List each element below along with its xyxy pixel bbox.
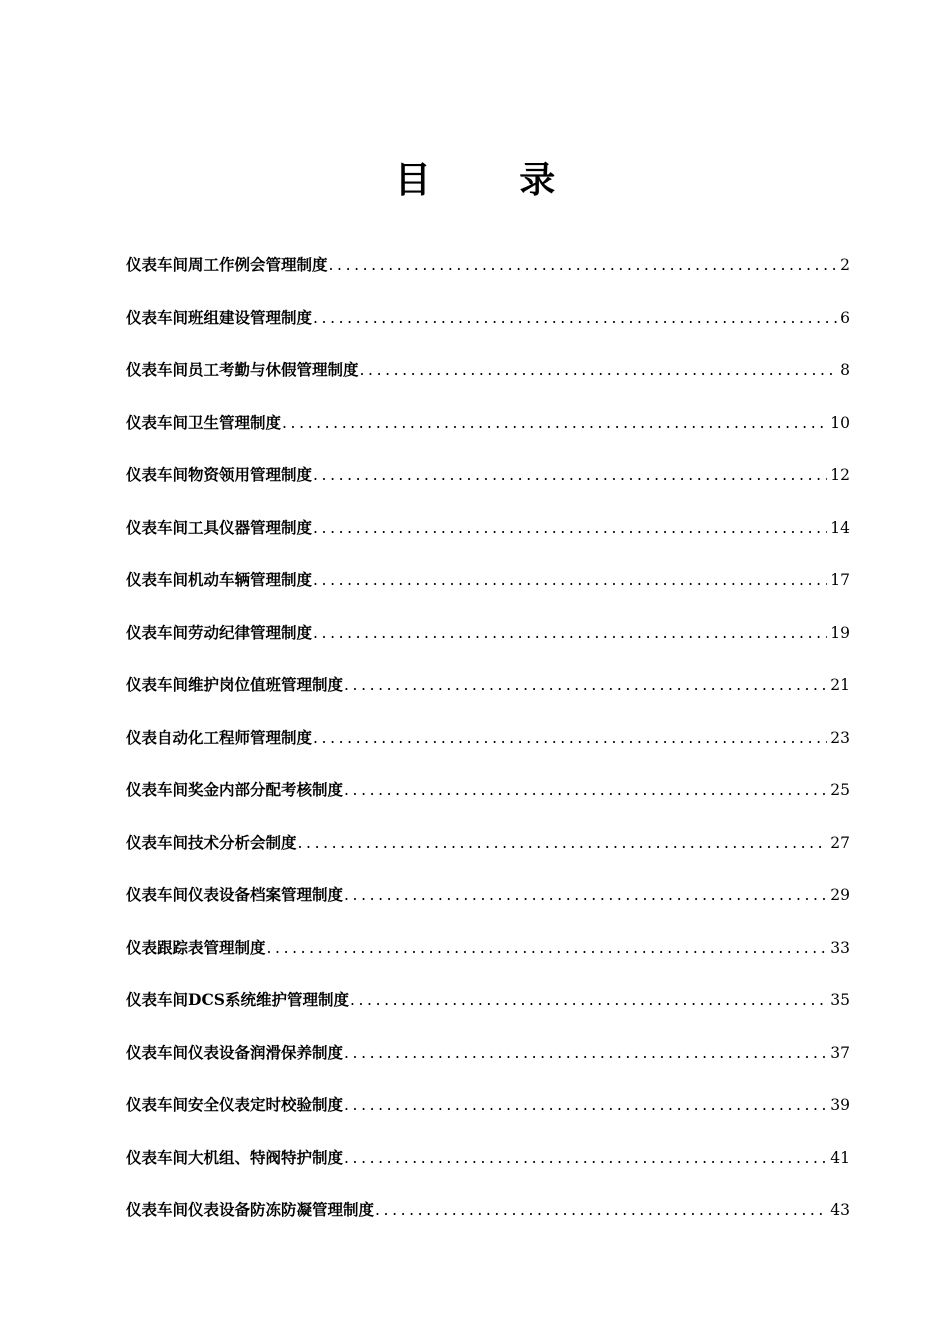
dot-leader [329,252,838,278]
toc-entry[interactable] [126,515,850,568]
toc-entry[interactable] [126,672,850,725]
dot-leader [313,462,827,488]
toc-entry-title: 仪表车间工具仪器管理制度 [126,517,313,537]
toc-entry[interactable] [126,252,850,305]
toc-entry[interactable] [126,882,850,935]
dot-leader [344,672,827,698]
toc-entry-title: 仪表车间安全仪表定时校验制度 [126,1095,344,1114]
toc-entry-page: 35 [830,991,850,1009]
toc-entry[interactable] [126,1197,850,1250]
dot-leader [313,515,827,541]
toc-heading: 目 录 [394,159,594,201]
toc-entry[interactable] [126,620,850,673]
toc-entry-page: 14 [830,518,850,537]
toc-entry-title: 仪表车间卫生管理制度 [126,412,282,432]
toc-entry-page: 10 [830,413,850,432]
toc-entry-title: 仪表跟踪表管理制度 [126,937,266,957]
dot-leader [313,620,827,646]
toc-entry-page: 23 [830,728,850,747]
toc-entry-page: 25 [830,781,850,799]
dot-leader [360,357,838,383]
dot-leader [350,987,827,1013]
toc-entry-page: 37 [830,1043,850,1062]
toc-entry-page: 43 [830,1201,850,1219]
toc-entry-page: 39 [830,1096,850,1114]
toc-entry-title: 仪表车间仪表设备档案管理制度 [126,885,344,904]
toc-entry[interactable] [126,1145,850,1198]
toc-entry-page: 2 [840,256,850,274]
dot-leader [344,1145,827,1171]
toc-entry-title: 仪表车间DCS系统维护管理制度 [126,990,349,1009]
toc-entry-page: 29 [830,886,850,904]
toc-entry-title: 仪表车间班组建设管理制度 [126,307,313,327]
dot-leader [298,830,828,856]
toc-entry-title: 仪表车间物资领用管理制度 [126,465,313,484]
toc-entry[interactable] [126,1092,850,1145]
toc-entry-title: 仪表车间员工考勤与休假管理制度 [126,360,359,379]
toc-entry-page: 6 [840,308,850,327]
toc-entry-page: 41 [830,1148,850,1167]
dot-leader [344,1040,827,1066]
toc-entry-page: 21 [830,676,850,694]
toc-entry-title: 仪表自动化工程师管理制度 [126,727,313,747]
toc-entry[interactable] [126,777,850,830]
toc-entry-page: 17 [830,571,850,589]
dot-leader [313,725,827,751]
dot-leader [282,410,827,436]
dot-leader [344,777,827,803]
toc-entry-title: 仪表车间维护岗位值班管理制度 [126,675,344,694]
toc-entry-page: 19 [830,623,850,642]
toc-entry-page: 27 [830,833,850,852]
toc-entry-title: 仪表车间机动车辆管理制度 [126,570,313,589]
toc-entry[interactable] [126,567,850,620]
toc-entry[interactable] [126,1040,850,1093]
toc-entry-title: 仪表车间奖金内部分配考核制度 [126,780,344,799]
toc-entry-title: 仪表车间大机组、特阀特护制度 [126,1147,344,1167]
toc-entry[interactable] [126,305,850,358]
toc-entry[interactable] [126,410,850,463]
dot-leader [267,935,828,961]
dot-leader [344,1092,827,1118]
toc-entry-title: 仪表车间技术分析会制度 [126,832,297,852]
dot-leader [313,567,827,593]
dot-leader [375,1197,827,1223]
dot-leader [313,305,837,331]
dot-leader [344,882,827,908]
toc-entry-page: 33 [830,938,850,957]
toc-entry-title: 仪表车间周工作例会管理制度 [126,255,328,274]
toc-entry[interactable] [126,725,850,778]
toc-list [126,252,850,1250]
toc-entry[interactable] [126,830,850,883]
toc-entry-page: 8 [840,361,850,379]
toc-entry-page: 12 [830,466,850,484]
toc-entry[interactable] [126,357,850,410]
toc-entry-title: 仪表车间劳动纪律管理制度 [126,622,313,642]
toc-entry[interactable] [126,935,850,988]
toc-entry[interactable] [126,462,850,515]
toc-entry[interactable] [126,987,850,1040]
toc-entry-title: 仪表车间仪表设备润滑保养制度 [126,1042,344,1062]
toc-entry-title: 仪表车间仪表设备防冻防凝管理制度 [126,1200,375,1219]
